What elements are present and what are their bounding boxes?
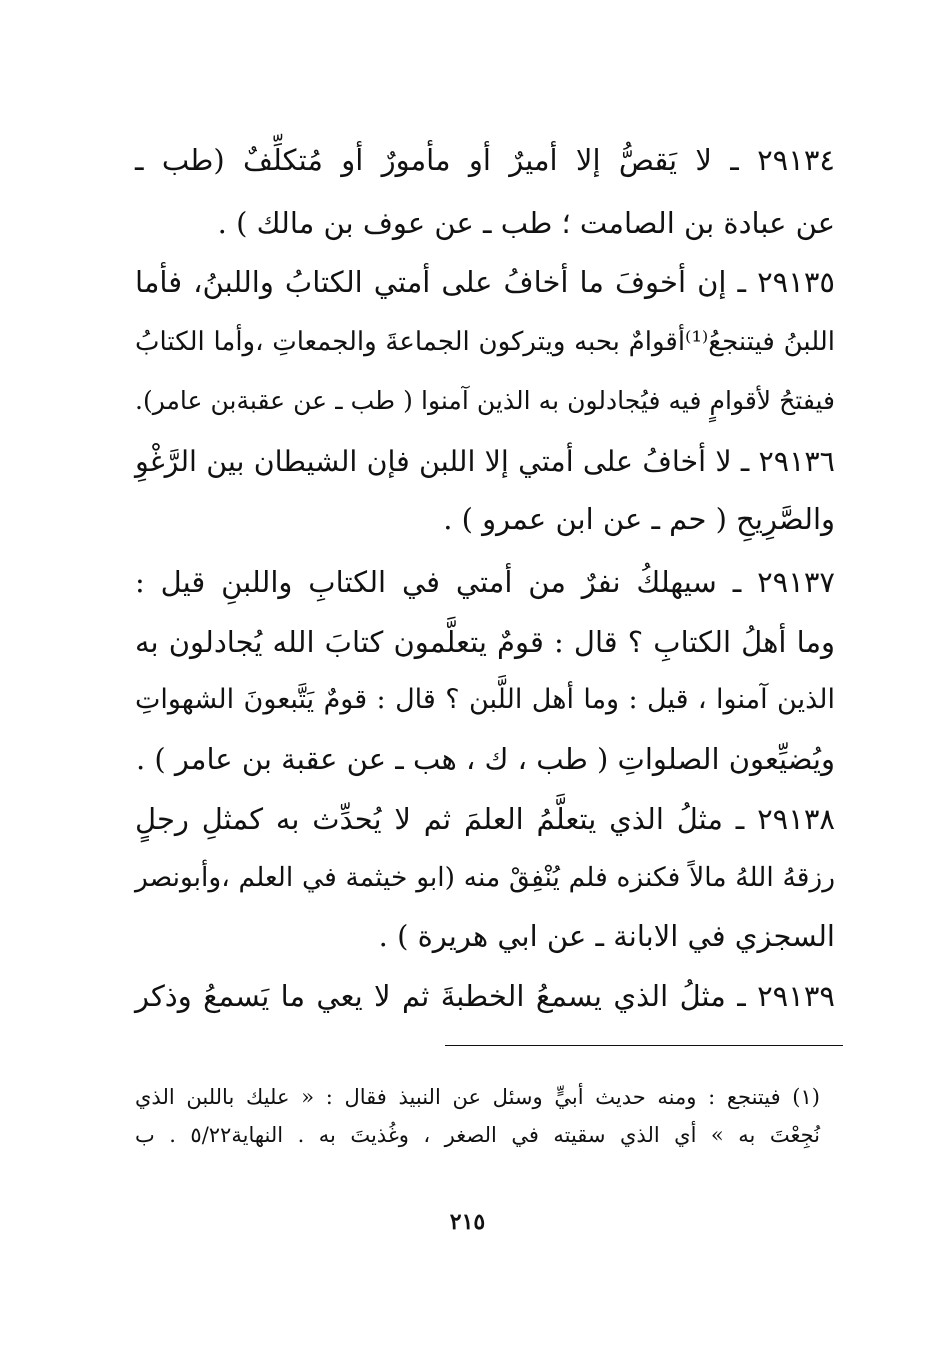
body-line-14: السجزي في الابانة ـ عن ابي هريرة ) .	[378, 919, 835, 953]
body-line-1: ٢٩١٣٤ ـ لا يَقصُّ إلا أميرٌ أو مأمورٌ أو مُتكلِّفٌ (طب ـ	[135, 143, 835, 177]
footnote-line-2: نُجِعْتَ به » أي الذي سقيته في الصغر ، وغُذيتَ به . النهاية٥/٢٢ . ب	[135, 1123, 820, 1147]
page-number: ٢١٥	[449, 1209, 486, 1235]
body-line-10: الذين آمنوا ، قيل : وما أهل اللَّبن ؟ قال : قومٌ يَتَّبعونَ الشهواتِ	[135, 684, 835, 715]
body-line-2: عن عبادة بن الصامت ؛ طب ـ عن عوف بن مالك ) .	[217, 206, 835, 240]
body-line-12: ٢٩١٣٨ ـ مثلُ الذي يتعلَّمُ العلمَ ثم لا يُحدِّث به كمثلِ رجلٍ	[135, 802, 835, 836]
body-line-6: ٢٩١٣٦ ـ لا أخافُ على أمتي إلا اللبن فإن الشيطان بين الرَّغْوِ	[135, 445, 835, 478]
body-line-7: والصَّرِيحِ ( حم ـ عن ابن عمرو ) .	[443, 502, 835, 536]
body-line-8: ٢٩١٣٧ ـ سيهلكُ نفرٌ من أمتي في الكتابِ واللبنِ قيل :	[135, 565, 835, 599]
body-line-9: وما أهلُ الكتابِ ؟ قال : قومٌ يتعلَّمون كتابَ الله يُجادلون به	[135, 625, 835, 659]
body-line-5: فيفتحُ لأقوامٍ فيه فيُجادلون به الذين آمنوا ( طب ـ عن عقبةبن عامر).	[135, 386, 835, 415]
body-line-15: ٢٩١٣٩ ـ مثلُ الذي يسمعُ الخطبةَ ثم لا يعي ما يَسمعُ وذكر	[135, 979, 835, 1013]
body-line-4: اللبنُ فيتنجعُ⁽¹⁾أقوامٌ بحبه ويتركون الجماعةَ والجمعاتِ ،وأما الكتابُ	[135, 327, 835, 357]
footnote-separator	[445, 1045, 843, 1046]
body-line-11: ويُضيِّعون الصلواتِ ( طب ، ك ، هب ـ عن عقبة بن عامر ) .	[135, 742, 835, 776]
footnote-line-1: (١) فيتنجع : ومنه حديث أبيٍّ وسئل عن النبيذ فقال : « عليك باللبن الذي	[135, 1085, 820, 1109]
body-line-3: ٢٩١٣٥ ـ إن أخوفَ ما أخافُ على أمتي الكتابُ واللبنُ، فأما	[135, 265, 835, 299]
body-line-13: رزقهُ اللهُ مالاً فكنزه فلم يُنْفِقْ منه (ابو خيثمة في العلم ،وأبونصر	[135, 862, 835, 893]
